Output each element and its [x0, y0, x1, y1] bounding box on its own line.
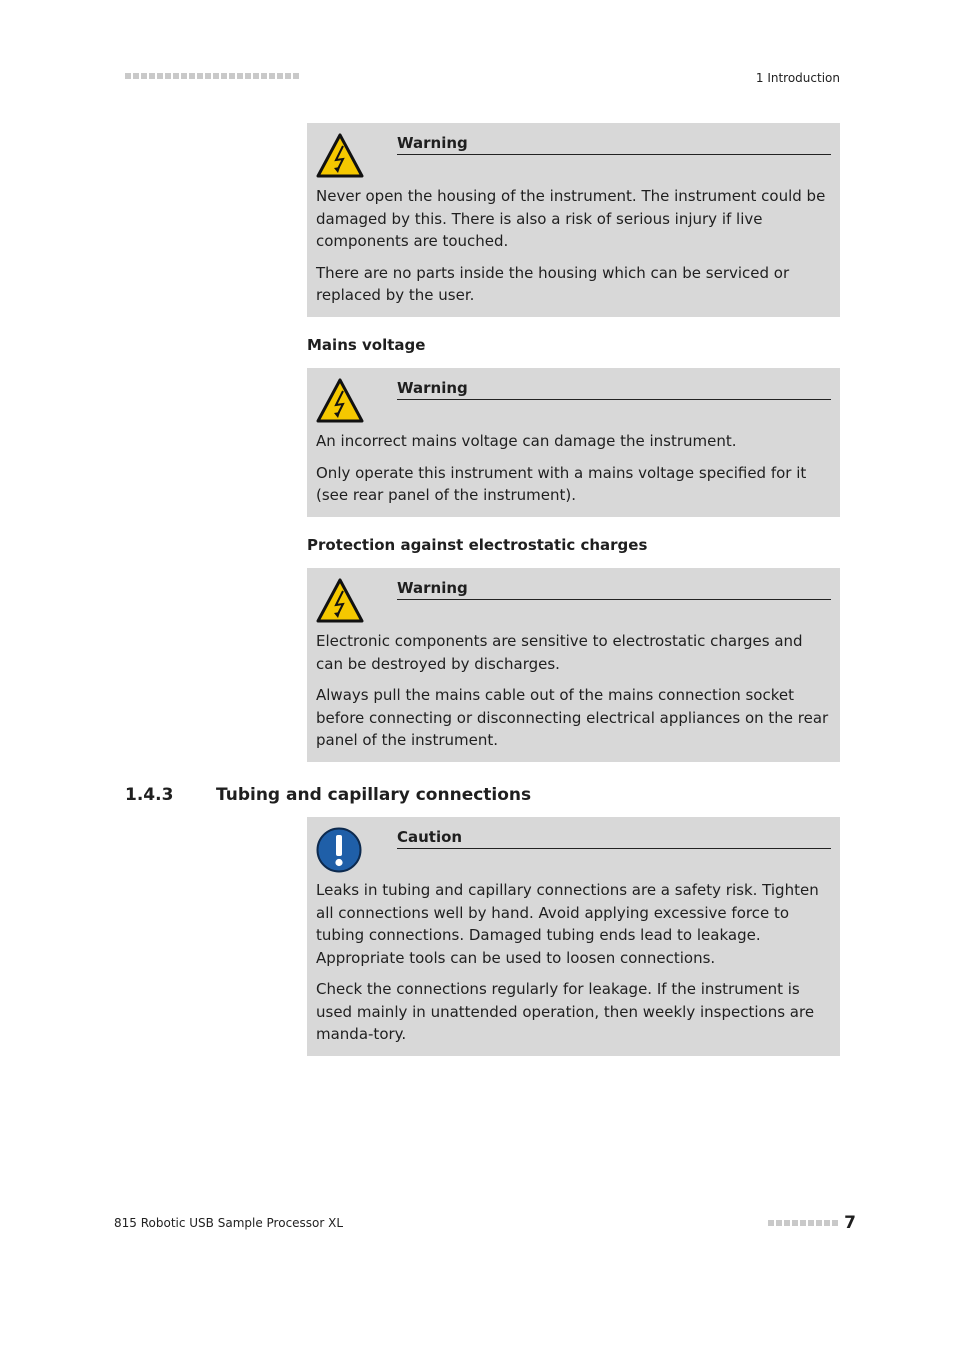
- box-paragraph: An incorrect mains voltage can damage the instrument.: [316, 432, 737, 450]
- box-paragraph: Always pull the mains cable out of the mains connection socket before connecting or disconnecting electrical appliances on the rear panel of the instrument.: [316, 686, 829, 749]
- header-decoration: [125, 73, 299, 79]
- box-title: Warning: [397, 133, 831, 155]
- box-title: Warning: [397, 578, 831, 600]
- box-paragraph: Check the connections regularly for leakage. If the instrument is used mainly in unattended operation, then weekly inspections are manda-tory.: [316, 980, 815, 1043]
- section-heading: [125, 785, 531, 805]
- electrical-hazard-icon: [316, 578, 364, 624]
- warning-box-housing: [307, 123, 840, 317]
- warning-box-mains: [307, 368, 840, 517]
- header-chapter: 1 Introduction: [755, 71, 840, 85]
- electrical-hazard-icon: [316, 378, 364, 424]
- section-title: Tubing and capillary connections: [216, 785, 532, 805]
- box-paragraph: There are no parts inside the housing which can be serviced or replaced by the user.: [316, 263, 790, 304]
- footer-page: [768, 1213, 856, 1233]
- box-paragraph: Leaks in tubing and capillary connections are a safety risk. Tighten all connections well by hand. Avoid applying excessive force to tubing connections. Damaged tubing ends lead to leakage. Appropriate tools can be used to loosen connections.: [316, 881, 819, 967]
- exclamation-caution-icon: [316, 827, 364, 873]
- box-paragraph: Never open the housing of the instrument. The instrument could be damaged by this. There is also a risk of serious injury if live components are touched.: [316, 187, 826, 250]
- box-paragraph: Only operate this instrument with a mains voltage specified for it (see rear panel of the instrument).: [316, 463, 807, 504]
- warning-box-electrostatic: [307, 568, 840, 762]
- footer-title: 815 Robotic USB Sample Processor XL: [114, 1216, 344, 1230]
- electrical-hazard-icon: [316, 133, 364, 179]
- box-title: Caution: [397, 827, 831, 849]
- footer-decoration: [768, 1220, 838, 1226]
- subhead-electrostatic: Protection against electrostatic charges: [307, 536, 648, 554]
- caution-box-tubing: [307, 817, 840, 1056]
- box-title: Warning: [397, 378, 831, 400]
- section-number: 1.4.3: [125, 785, 174, 805]
- subhead-mains-voltage: Mains voltage: [307, 336, 426, 354]
- box-paragraph: Electronic components are sensitive to electrostatic charges and can be destroyed by discharges.: [316, 632, 803, 673]
- page-number: 7: [844, 1213, 856, 1233]
